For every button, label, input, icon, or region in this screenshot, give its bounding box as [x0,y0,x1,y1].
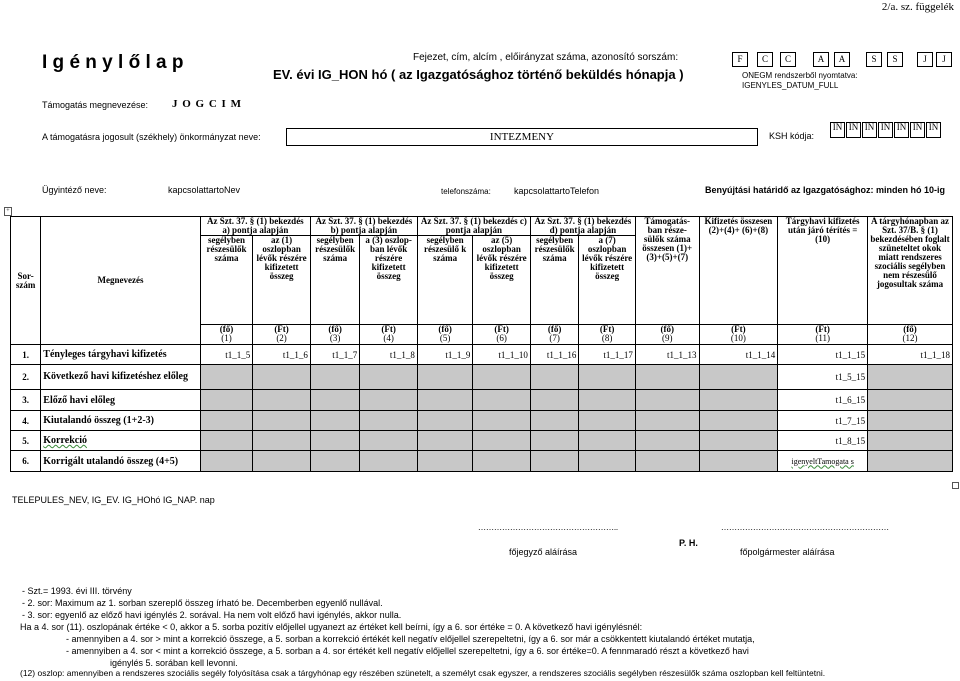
shaded-cell [635,431,699,451]
shaded-cell [310,431,359,451]
appendix-label: 2/a. sz. függelék [881,1,954,13]
code-box[interactable]: J [936,52,952,67]
column-number: (11) [778,334,868,345]
shaded-cell [253,451,311,472]
unit-label: (Ft) [778,325,868,335]
shaded-cell [530,431,578,451]
signature-line-left: …………………………………………….. [478,523,618,532]
place-date-line: TELEPULES_NEV, IG_EV. IG_HOhó IG_NAP. nap [12,495,215,505]
unit-label: (fő) [417,325,473,335]
note-line: - amennyiben a 4. sor > mint a korrekció összege, a 5. sorban a korrekció értékét kell negatív előjellel szerepeltetni, így a 6. sor már a csökkentett kiutalandó értéket mutatja, [66,634,755,644]
row-label: Előző havi előleg [41,390,201,411]
col-header-megnevezes: Megnevezés [41,217,201,345]
shaded-cell [360,411,418,431]
code-box[interactable]: S [866,52,882,67]
note-line: - amennyiben a 4. sor < mint a korrekció összege, a 5. sorban a 4. sor értékét kell negatív előjellel szerepeltetni, így a 6. sor értéke=0. A fennmaradó részt a következő havi [66,646,749,656]
group-header-c: Az Szt. 37. § (1) bekezdés c) pontja alapján [417,217,530,236]
hatarido-text: Benyújtási határidő az Igazgatósághoz: minden hó 10-ig [705,185,946,195]
tamogatas-label: Támogatás megnevezése: [42,100,149,110]
column-number: (12) [868,334,953,345]
sub-header-5: segélyben részesülő k száma [417,236,473,325]
onkormanyzat-label: A támogatásra jogosult (székhely) önkormányzat neve: [42,132,261,142]
cell-t1-1-5[interactable]: t1_1_5 [200,345,253,365]
shaded-cell [310,411,359,431]
table-resize-handle[interactable] [952,482,959,489]
shaded-cell [360,365,418,390]
column-number: (1) [200,334,253,345]
code-box[interactable]: A [813,52,829,67]
note-line: - 3. sor: egyenlő az előző havi igénylés 2. sorával. Ha nem volt előző havi igénylés, akkor nulla. [22,610,402,620]
shaded-cell [579,451,636,472]
shaded-cell [360,390,418,411]
unit-label: (Ft) [253,325,311,335]
table-row [11,411,953,431]
code-box[interactable]: C [780,52,796,67]
unit-label: (Ft) [579,325,636,335]
shaded-cell [635,390,699,411]
row-number: 5. [11,431,41,451]
code-box[interactable]: J [917,52,933,67]
row-number: 6. [11,451,41,472]
ksh-box[interactable]: IN [830,122,845,138]
row-number: 1. [11,345,41,365]
column-number: (2) [253,334,311,345]
col-header-9: Támogatás-ban része-sülők száma összesen (1)+(3)+(5)+(7) [635,217,699,325]
shaded-cell [253,365,311,390]
group-header-a: Az Szt. 37. § (1) bekezdés a) pontja alapján [200,217,310,236]
row-label: Korrigált utalandó összeg (4+5) [41,451,201,472]
column-number: (9) [635,334,699,345]
shaded-cell [417,365,473,390]
shaded-cell [699,390,778,411]
unit-label: (Ft) [360,325,418,335]
shaded-cell [579,365,636,390]
unit-label: (Ft) [473,325,531,335]
unit-label: (fő) [200,325,253,335]
ksh-box[interactable]: IN [878,122,893,138]
signature-label-jegyzo: főjegyző aláírása [509,547,578,557]
shaded-cell [473,451,531,472]
unit-label: (fő) [310,325,359,335]
shaded-cell [868,411,953,431]
shaded-cell [473,411,531,431]
shaded-cell [699,411,778,431]
shaded-cell [868,451,953,472]
unit-label: (fő) [635,325,699,335]
column-number: (6) [473,334,531,345]
shaded-cell [579,390,636,411]
shaded-cell [253,390,311,411]
table-row [11,365,953,390]
shaded-cell [360,451,418,472]
cell-t1-1-14[interactable]: t1_1_14 [699,345,778,365]
sub-header-4: a (3) oszlop-ban lévők részére kifizetett összeg [360,236,418,325]
shaded-cell [310,365,359,390]
shaded-cell [530,390,578,411]
table-row [11,345,953,365]
cell-t1-5-15[interactable]: t1_5_15 [778,365,868,390]
note-line: - Szt.= 1993. évi III. törvény [22,586,132,596]
ugyintezo-value: kapcsolattartoNev [168,185,241,195]
cell-t1-1-9[interactable]: t1_1_9 [417,345,473,365]
ksh-box[interactable]: IN [846,122,861,138]
shaded-cell [473,390,531,411]
group-header-d: Az Szt. 37. § (1) bekezdés d) pontja alapján [530,217,635,236]
signature-label-polgarmester: főpolgármester aláírása [740,547,835,557]
telefon-label: telefonszáma: [441,187,491,196]
note-line: Ha a 4. sor (11). oszlopának értéke < 0, akkor a 5. sorba pozitív előjellel ugyanezt az értéket kell beírni, így a 6. sor értéke = 0. A következő havi igénylésnél: [20,622,643,632]
sub-header-8: a (7) oszlopban lévők részére kifizetett összeg [579,236,636,325]
shaded-cell [310,451,359,472]
cell-t1-1-18[interactable]: t1_1_18 [868,345,953,365]
signature-line-right: ……………………………………………………… [721,523,889,532]
igenyles-datum: IGENYLES_DATUM_FULL [742,81,839,90]
cell-t1-1-7[interactable]: t1_1_7 [310,345,359,365]
shaded-cell [200,390,253,411]
table-row [11,451,953,472]
column-number: (5) [417,334,473,345]
ph-label: P. H. [679,538,698,548]
shaded-cell [699,451,778,472]
jogcim-value: J O G C I M [172,98,242,110]
shaded-cell [530,411,578,431]
shaded-cell [417,411,473,431]
column-number: (8) [579,334,636,345]
table-move-icon[interactable]: + [4,207,12,216]
sub-header-1: segélyben részesülők száma [200,236,253,325]
shaded-cell [699,365,778,390]
shaded-cell [200,365,253,390]
shaded-cell [868,365,953,390]
note-line: (12) oszlop: amennyiben a rendszeres szociális segély folyósítása csak a tárgyhónap egy részében szünetelt, a személyt csak egyszer, a rendszeres szociális segélyben részesülők száma oszlopban kell feltüntetni. [20,668,826,678]
unit-label: (fő) [868,325,953,335]
intezmeny-field[interactable]: INTEZMENY [286,128,758,146]
shaded-cell [635,365,699,390]
ksh-box[interactable]: IN [862,122,877,138]
shaded-cell [310,390,359,411]
col-header-10: Kifizetés összesen (2)+(4)+ (6)+(8) [699,217,778,325]
code-box[interactable]: F [732,52,748,67]
ksh-box[interactable]: IN [894,122,909,138]
shaded-cell [473,365,531,390]
row-number: 2. [11,365,41,390]
note-line: igénylés 5. sorában kell levonni. [110,658,238,668]
shaded-cell [360,431,418,451]
ksh-box[interactable]: IN [926,122,941,138]
cell-t1-1-6[interactable]: t1_1_6 [253,345,311,365]
column-number: (3) [310,334,359,345]
row-label: Kiutalandó összeg (1+2-3) [41,411,201,431]
cell-t1-1-13[interactable]: t1_1_13 [635,345,699,365]
col-header-sorszam: Sor- szám [11,217,41,345]
cell-t1-1-15[interactable]: t1_1_15 [778,345,868,365]
col-header-11: Tárgyhavi kifizetés után járó térítés = (10) [778,217,868,325]
code-box[interactable]: S [887,52,903,67]
unit-label: (fő) [530,325,578,335]
shaded-cell [579,411,636,431]
cell-igenyelt-tamogatas[interactable]: igenyeltTamogata s [778,451,868,472]
ksh-box[interactable]: IN [910,122,925,138]
shaded-cell [473,431,531,451]
shaded-cell [253,431,311,451]
unit-label: (Ft) [699,325,778,335]
shaded-cell [200,431,253,451]
shaded-cell [417,451,473,472]
shaded-cell [868,431,953,451]
shaded-cell [699,431,778,451]
onegm-label: ONEGM rendszerből nyomtatva: [742,71,858,80]
ugyintezo-label: Ügyintéző neve: [42,185,107,195]
code-box[interactable]: A [834,52,850,67]
row-label: Tényleges tárgyhavi kifizetés [41,345,201,365]
fejezet-label: Fejezet, cím, alcím , előirányzat száma, azonosító sorszám: [413,52,679,63]
cell-t1-1-8[interactable]: t1_1_8 [360,345,418,365]
shaded-cell [417,431,473,451]
sub-header-7: segélyben részesülők száma [530,236,578,325]
row-number: 4. [11,411,41,431]
cell-t1-7-15[interactable]: t1_7_15 [778,411,868,431]
shaded-cell [200,451,253,472]
code-box[interactable]: C [757,52,773,67]
shaded-cell [417,390,473,411]
row-number: 3. [11,390,41,411]
group-header-b: Az Szt. 37. § (1) bekezdés b) pontja alapján [310,217,417,236]
table-row [11,431,953,451]
column-number: (4) [360,334,418,345]
shaded-cell [530,451,578,472]
table-row [11,390,953,411]
sub-header-2: az (1) oszlopban lévők részére kifizetett összeg [253,236,311,325]
cell-t1-1-17[interactable]: t1_1_17 [579,345,636,365]
cell-t1-6-15[interactable]: t1_6_15 [778,390,868,411]
column-number: (10) [699,334,778,345]
shaded-cell [635,451,699,472]
telefon-value: kapcsolattartoTelefon [514,186,600,196]
sub-header-3: segélyben részesülők száma [310,236,359,325]
shaded-cell [579,431,636,451]
col-header-12: A tárgyhónapban az Szt. 37/B. § (1) bekezdésében foglalt szüneteltet okok miatt rendszeres szociális segélyben nem részesülő jogosultak száma [868,217,953,325]
shaded-cell [253,411,311,431]
data-table [10,216,953,472]
column-number: (7) [530,334,578,345]
form-title: I g é n y l ő l a p [42,52,184,73]
sub-header-6: az (5) oszlopban lévők részére kifizetett összeg [473,236,531,325]
row-label: Következő havi kifizetéshez előleg [41,365,201,390]
shaded-cell [868,390,953,411]
ksh-label: KSH kódja: [769,131,815,141]
cell-t1-1-16[interactable]: t1_1_16 [530,345,578,365]
cell-t1-8-15[interactable]: t1_8_15 [778,431,868,451]
shaded-cell [635,411,699,431]
row-label: Korrekció [41,431,201,451]
cell-t1-1-10[interactable]: t1_1_10 [473,345,531,365]
note-line: - 2. sor: Maximum az 1. sorban szereplő összeg írható be. Decemberben egyenlő nullával. [22,598,383,608]
shaded-cell [530,365,578,390]
shaded-cell [200,411,253,431]
period-line: EV. évi IG_HON hó ( az Igazgatósághoz történő beküldés hónapja ) [273,67,684,82]
